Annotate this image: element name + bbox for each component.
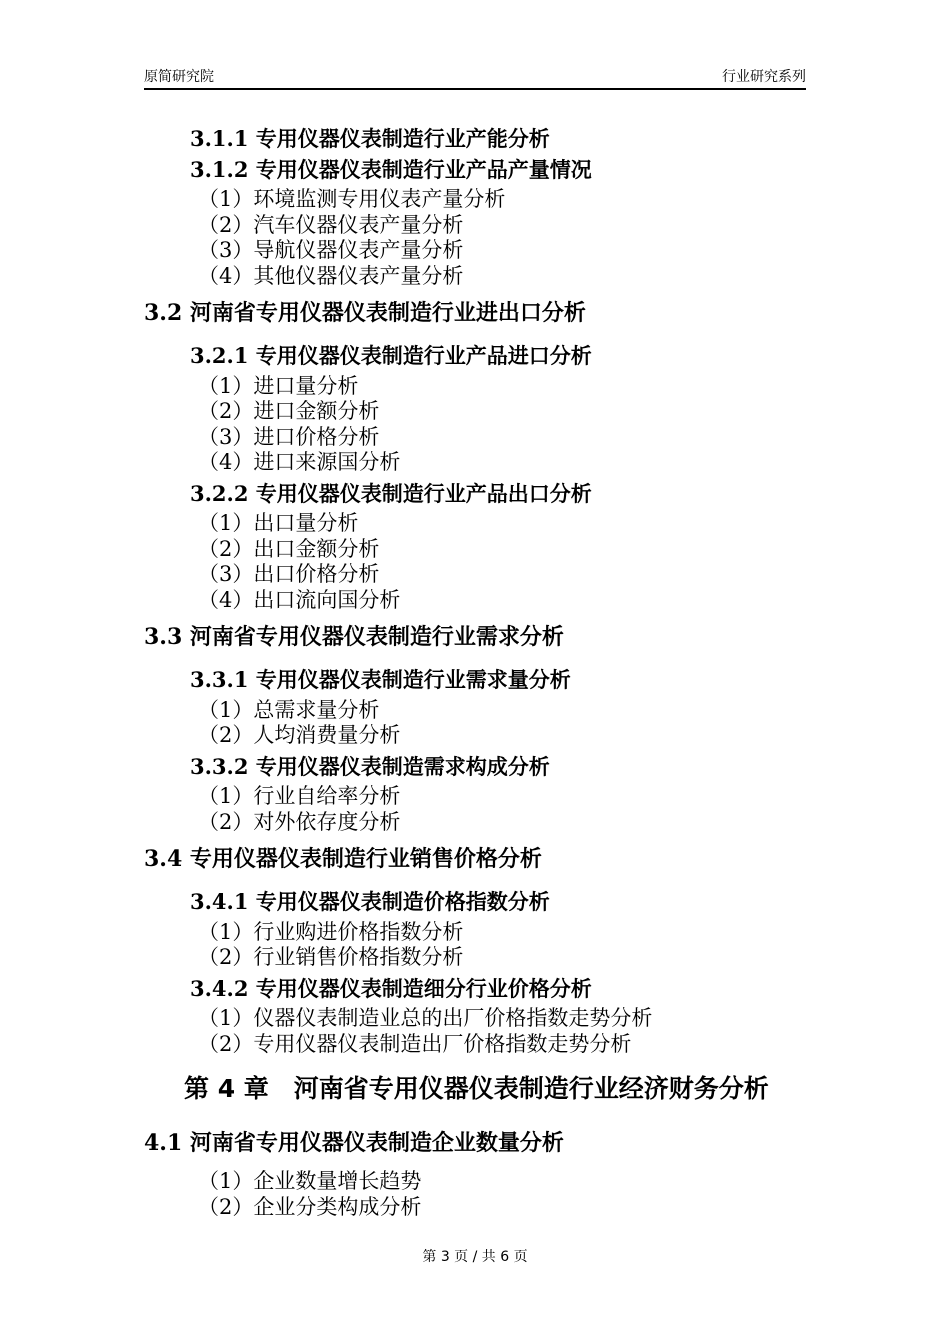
toc-item: （1）行业自给率分析 bbox=[198, 784, 401, 808]
toc-subsection: 3.1.2 专用仪器仪表制造行业产品产量情况 bbox=[190, 157, 592, 182]
toc-section: 3.4 专用仪器仪表制造行业销售价格分析 bbox=[144, 846, 542, 872]
toc-section: 3.3 河南省专用仪器仪表制造行业需求分析 bbox=[144, 624, 564, 650]
toc-item: （4）出口流向国分析 bbox=[198, 588, 401, 612]
toc-item: （2）专用仪器仪表制造出厂价格指数走势分析 bbox=[198, 1032, 632, 1056]
toc-item: （2）人均消费量分析 bbox=[198, 723, 401, 747]
toc-section: 3.2 河南省专用仪器仪表制造行业进出口分析 bbox=[144, 300, 586, 326]
toc-subsection: 3.2.1 专用仪器仪表制造行业产品进口分析 bbox=[190, 343, 592, 368]
page-footer-page-number: 第 3 页 / 共 6 页 bbox=[422, 1249, 528, 1265]
toc-item: （1）总需求量分析 bbox=[198, 698, 380, 722]
toc-item: （2）进口金额分析 bbox=[198, 399, 380, 423]
toc-item: （3）导航仪器仪表产量分析 bbox=[198, 238, 464, 262]
toc-item: （2）对外依存度分析 bbox=[198, 810, 401, 834]
toc-item: （2）出口金额分析 bbox=[198, 537, 380, 561]
toc-subsection: 3.2.2 专用仪器仪表制造行业产品出口分析 bbox=[190, 481, 592, 506]
toc-chapter-title: 第 4 章 河南省专用仪器仪表制造行业经济财务分析 bbox=[184, 1074, 769, 1103]
toc-item: （1）出口量分析 bbox=[198, 511, 359, 535]
toc-item: （1）环境监测专用仪表产量分析 bbox=[198, 187, 506, 211]
toc-item: （2）企业分类构成分析 bbox=[198, 1195, 422, 1219]
toc-item: （3）出口价格分析 bbox=[198, 562, 380, 586]
toc-item: （1）进口量分析 bbox=[198, 374, 359, 398]
toc-subsection: 3.3.2 专用仪器仪表制造需求构成分析 bbox=[190, 754, 550, 779]
header-series-name: 行业研究系列 bbox=[722, 69, 806, 85]
toc-item: （1）企业数量增长趋势 bbox=[198, 1169, 422, 1193]
toc-subsection: 3.1.1 专用仪器仪表制造行业产能分析 bbox=[190, 126, 550, 151]
page-header bbox=[144, 66, 806, 90]
toc-item: （2）汽车仪器仪表产量分析 bbox=[198, 213, 464, 237]
toc-item: （4）进口来源国分析 bbox=[198, 450, 401, 474]
toc-subsection: 3.4.2 专用仪器仪表制造细分行业价格分析 bbox=[190, 976, 592, 1001]
toc-subsection: 3.3.1 专用仪器仪表制造行业需求量分析 bbox=[190, 667, 571, 692]
header-org-name: 原简研究院 bbox=[144, 69, 214, 85]
toc-item: （2）行业销售价格指数分析 bbox=[198, 945, 464, 969]
toc-item: （3）进口价格分析 bbox=[198, 425, 380, 449]
toc-item: （1）行业购进价格指数分析 bbox=[198, 920, 464, 944]
toc-section: 4.1 河南省专用仪器仪表制造企业数量分析 bbox=[144, 1130, 564, 1156]
toc-item: （4）其他仪器仪表产量分析 bbox=[198, 264, 464, 288]
toc-item: （1）仪器仪表制造业总的出厂价格指数走势分析 bbox=[198, 1006, 653, 1030]
toc-subsection: 3.4.1 专用仪器仪表制造价格指数分析 bbox=[190, 889, 550, 914]
